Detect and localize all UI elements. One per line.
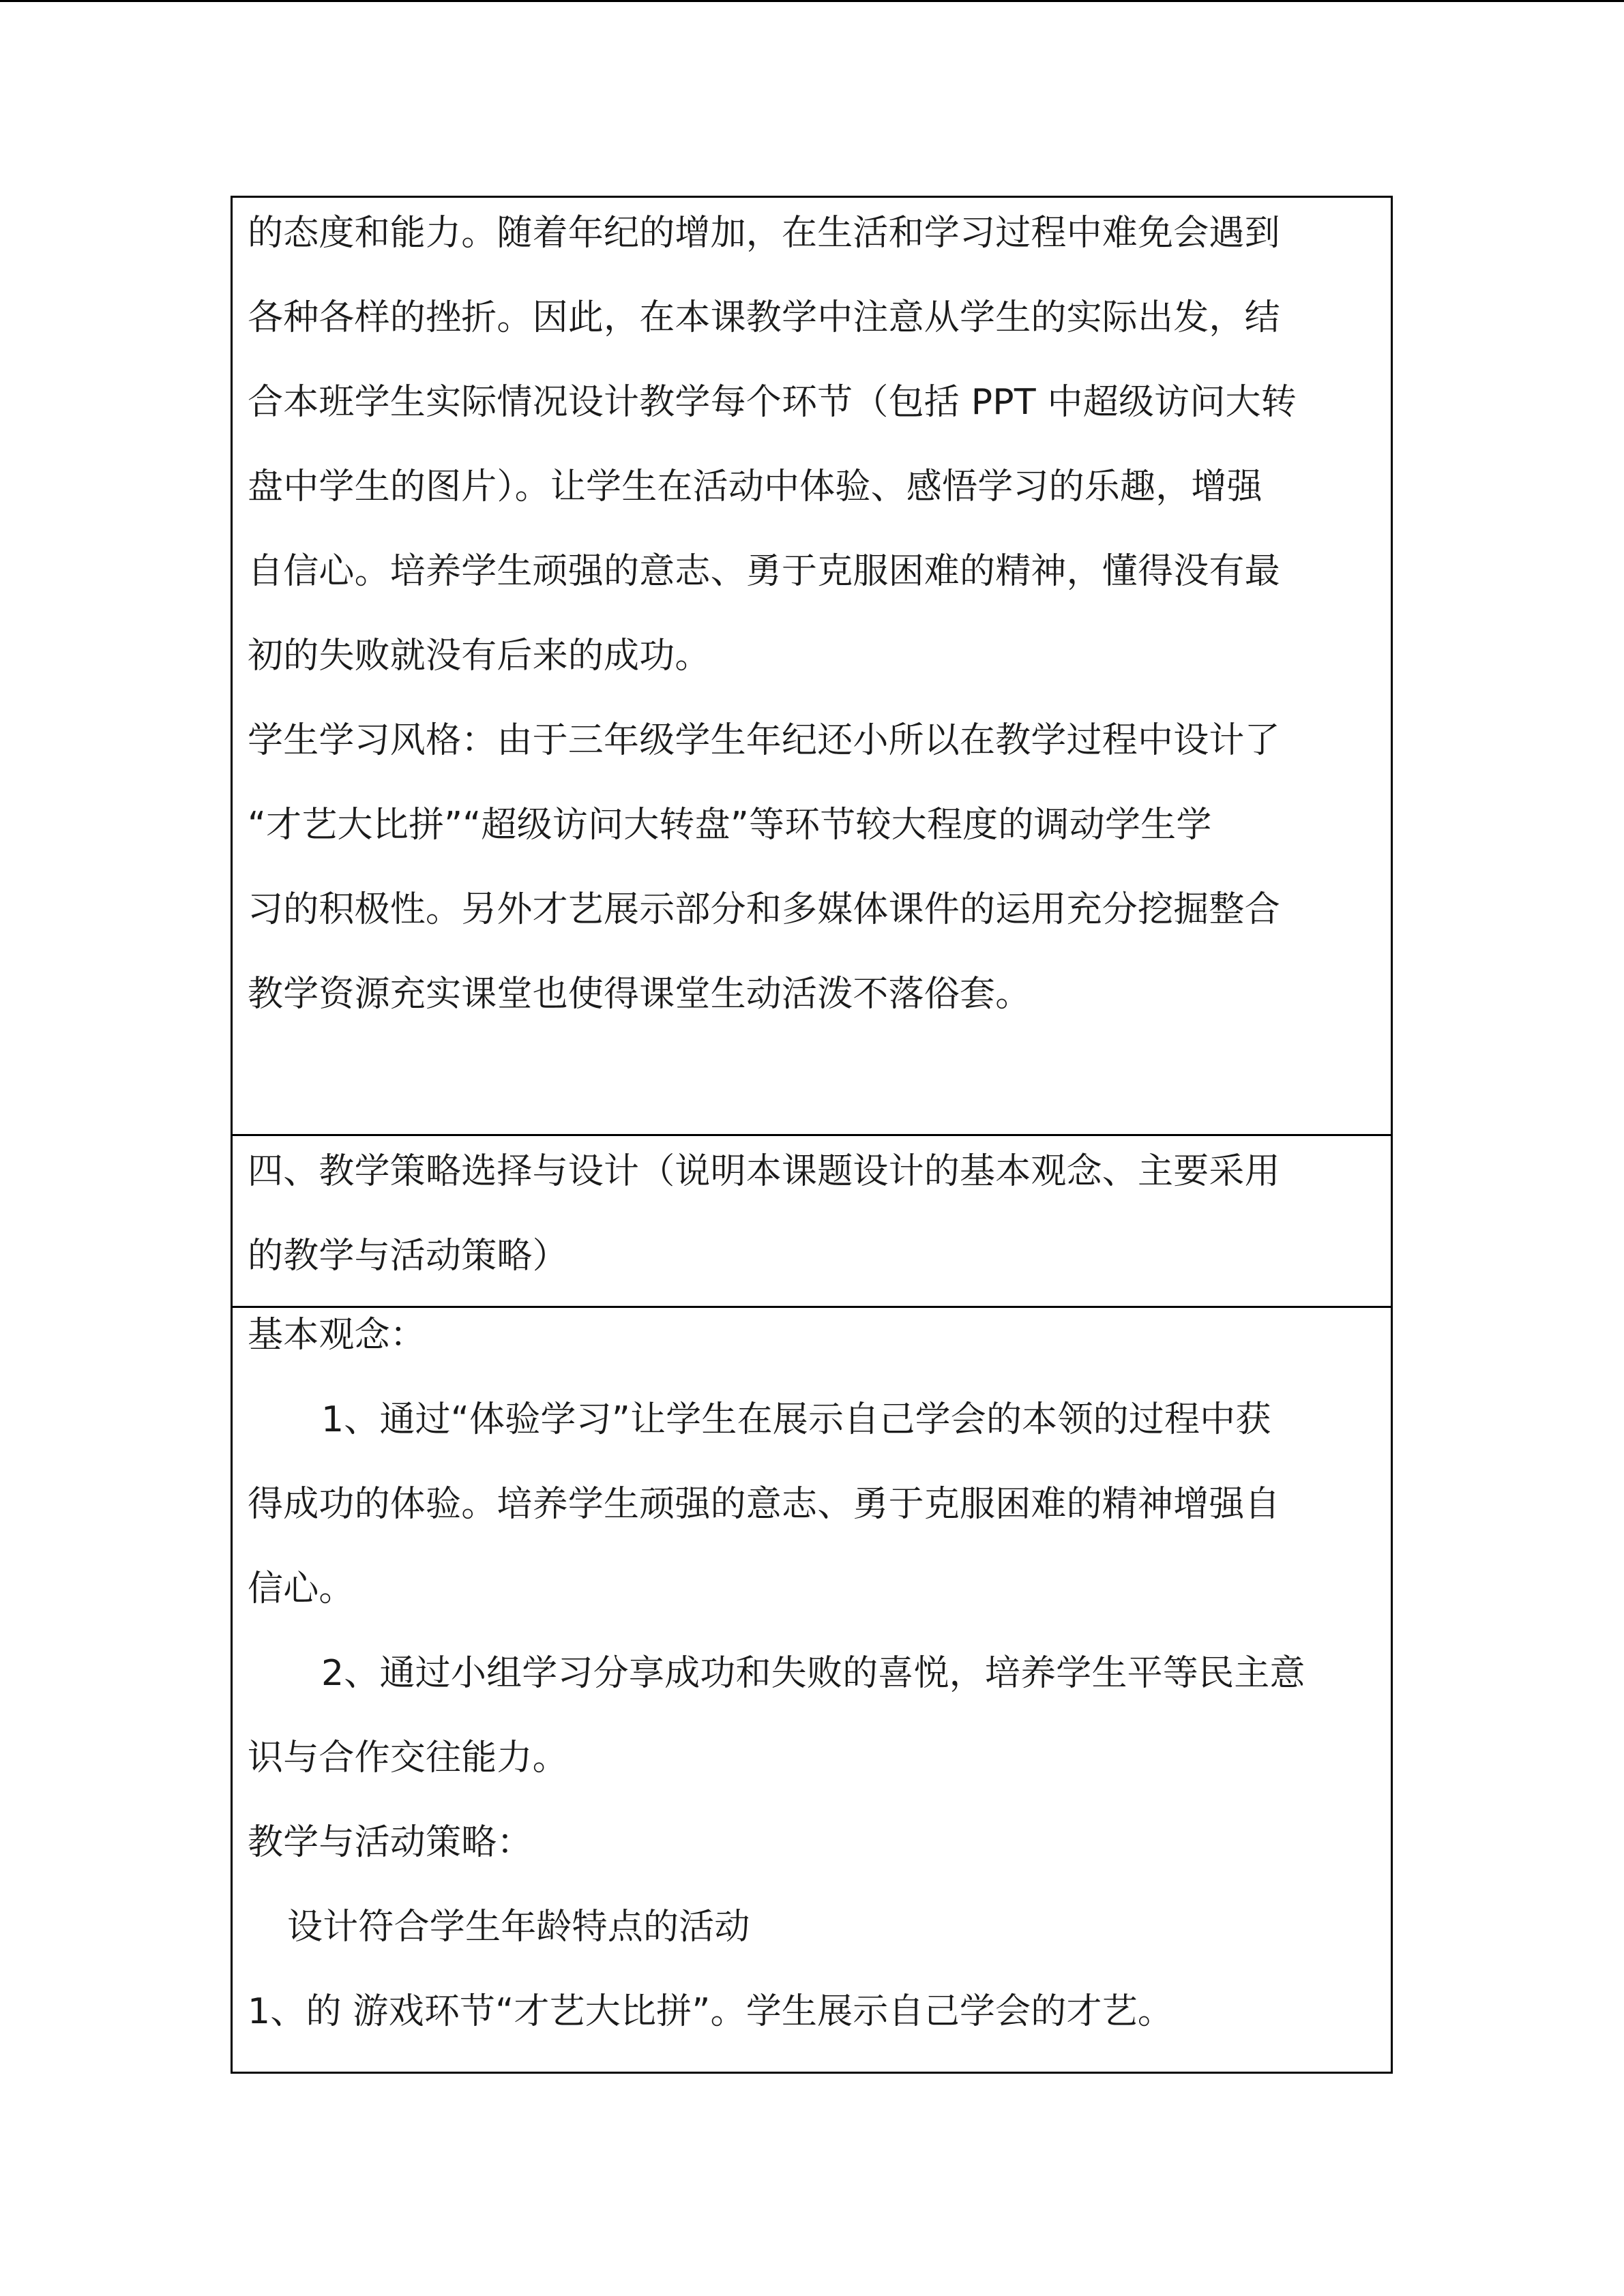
text-line: 学生学习风格：由于三年级学生年纪还小所以在教学过程中设计了 (248, 720, 1280, 761)
table-cell-strategy-content (233, 1308, 1391, 2072)
subheading-teaching-strategies: 教学与活动策略： (248, 1822, 533, 1863)
text-line: 合本班学生实际情况设计教学每个环节（包括 PPT 中超级访问大转 (248, 382, 1297, 423)
document-table (231, 196, 1393, 2074)
activity-design-text: 设计符合学生年龄特点的活动 (287, 1907, 750, 1948)
text-line: 习的积极性。另外才艺展示部分和多媒体课件的运用充分挖掘整合 (248, 889, 1280, 930)
list-item-text: 识与合作交往能力。 (248, 1738, 568, 1778)
text-line: 自信心。培养学生顽强的意志、勇于克服困难的精神，懂得没有最 (248, 551, 1280, 592)
list-item-text: 得成功的体验。培养学生顽强的意志、勇于克服困难的精神增强自 (248, 1484, 1280, 1525)
text-line: 教学资源充实课堂也使得课堂生动活泼不落俗套。 (248, 974, 1031, 1015)
text-line: 的态度和能力。随着年纪的增加，在生活和学习过程中难免会遇到 (248, 213, 1280, 254)
section-heading-line: 四、教学策略选择与设计（说明本课题设计的基本观念、主要采用 (248, 1151, 1280, 1192)
table-cell-student-analysis (233, 198, 1391, 1136)
table-cell-strategy-heading (233, 1136, 1391, 1308)
list-item-text: 信心。 (248, 1568, 355, 1609)
text-line: 盘中学生的图片）。让学生在活动中体验、感悟学习的乐趣，增强 (248, 466, 1263, 507)
list-item-text: 1、的 游戏环节“才艺大比拼”。学生展示自己学会的才艺。 (248, 1991, 1174, 2032)
text-line: “才艺大比拼”“超级访问大转盘”等环节较大程度的调动学生学 (248, 805, 1212, 846)
page-top-rule (0, 0, 1624, 2)
list-item-text: 1、通过“体验学习”让学生在展示自己学会的本领的过程中获 (321, 1399, 1271, 1440)
subheading-basic-concepts: 基本观念： (248, 1315, 426, 1356)
text-line: 初的失败就没有后来的成功。 (248, 636, 711, 676)
list-item-text: 2、通过小组学习分享成功和失败的喜悦，培养学生平等民主意 (321, 1653, 1305, 1694)
section-heading-line: 的教学与活动策略） (248, 1236, 568, 1277)
text-line: 各种各样的挫折。因此，在本课教学中注意从学生的实际出发，结 (248, 297, 1280, 338)
